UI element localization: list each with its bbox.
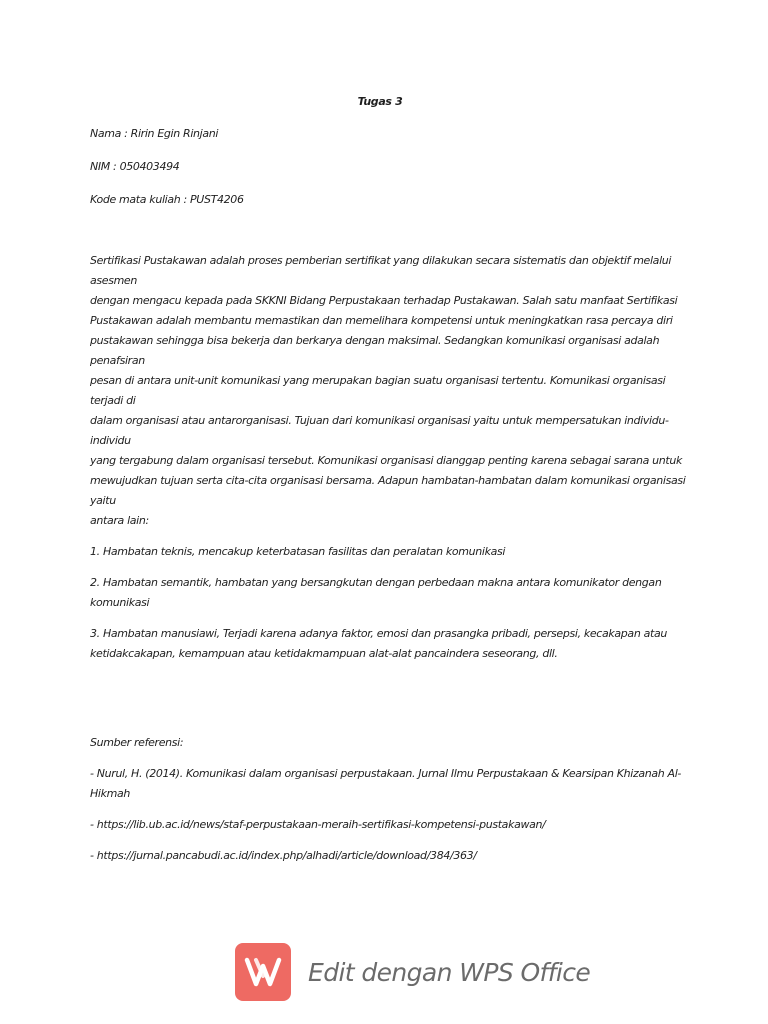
paragraph-line: yang tergabung dalam organisasi tersebut. Komunikasi organisasi dianggap penting karena sebagai sarana untuk [90,454,683,467]
reference-item-2[interactable]: - https://lib.ub.ac.id/news/staf-perpustakaan-meraih-sertifikasi-kompetensi-pustakawan/ [90,818,546,831]
wps-edit-label[interactable]: Edit dengan WPS Office [308,957,591,987]
list-item-line: ketidakcakapan, kemampuan atau ketidakmampuan alat-alat pancaindera seseorang, dll. [90,647,558,660]
name-field: Nama : Ririn Egin Rinjani [90,127,219,140]
reference-line: - Nurul, H. (2014). Komunikasi dalam organisasi perpustakaan. Jurnal Ilmu Perpustakaan & Kearsipan Khizanah Al- [90,767,682,780]
paragraph-line: Pustakawan adalah membantu memastikan dan memelihara kompetensi untuk meningkatkan rasa percaya diri [90,314,673,327]
document-body [90,92,690,877]
paragraph-line: Sertifikasi Pustakawan adalah proses pemberian sertifikat yang dilakukan secara sistematis dan objektif melalui asesmen [90,254,672,287]
paragraph-line: pesan di antara unit-unit komunikasi yang merupakan bagian suatu organisasi tertentu. Komunikasi organisasi terjadi di [90,374,666,407]
wps-edit-banner[interactable] [235,943,590,1001]
paragraph-line: dengan mengacu kepada pada SKKNI Bidang Perpustakaan terhadap Pustakawan. Salah satu manfaat Sertifikasi [90,294,678,307]
list-item-2: 2. Hambatan semantik, hambatan yang bersangkutan dengan perbedaan makna antara komunikator dengan komunikasi [90,576,662,609]
references-heading: Sumber referensi: [90,736,184,749]
reference-item-3[interactable]: - https://jurnal.pancabudi.ac.id/index.php/alhadi/article/download/384/363/ [90,849,477,862]
paragraph-line: mewujudkan tujuan serta cita-cita organisasi bersama. Adapun hambatan-hambatan dalam komunikasi organisasi yaitu [90,474,686,507]
paragraph-line: pustakawan sehingga bisa bekerja dan berkarya dengan maksimal. Sedangkan komunikasi organisasi adalah penafsiran [90,334,660,367]
paragraph-line: antara lain: [90,514,149,527]
list-item-1: 1. Hambatan teknis, mencakup keterbatasan fasilitas dan peralatan komunikasi [90,545,506,558]
list-item-3 [90,624,690,664]
document-title: Tugas 3 [357,95,403,108]
reference-item-1 [90,764,690,804]
nim-field: NIM : 050403494 [90,160,180,173]
reference-line: Hikmah [90,787,131,800]
paragraph-line: dalam organisasi atau antarorganisasi. Tujuan dari komunikasi organisasi yaitu untuk mempersatukan individu-individu [90,414,669,447]
list-item-line: 3. Hambatan manusiawi, Terjadi karena adanya faktor, emosi dan prasangka pribadi, persepsi, kecakapan atau [90,627,667,640]
main-paragraph [90,251,690,531]
course-code-field: Kode mata kuliah : PUST4206 [90,193,244,206]
wps-logo-icon [235,943,291,1001]
